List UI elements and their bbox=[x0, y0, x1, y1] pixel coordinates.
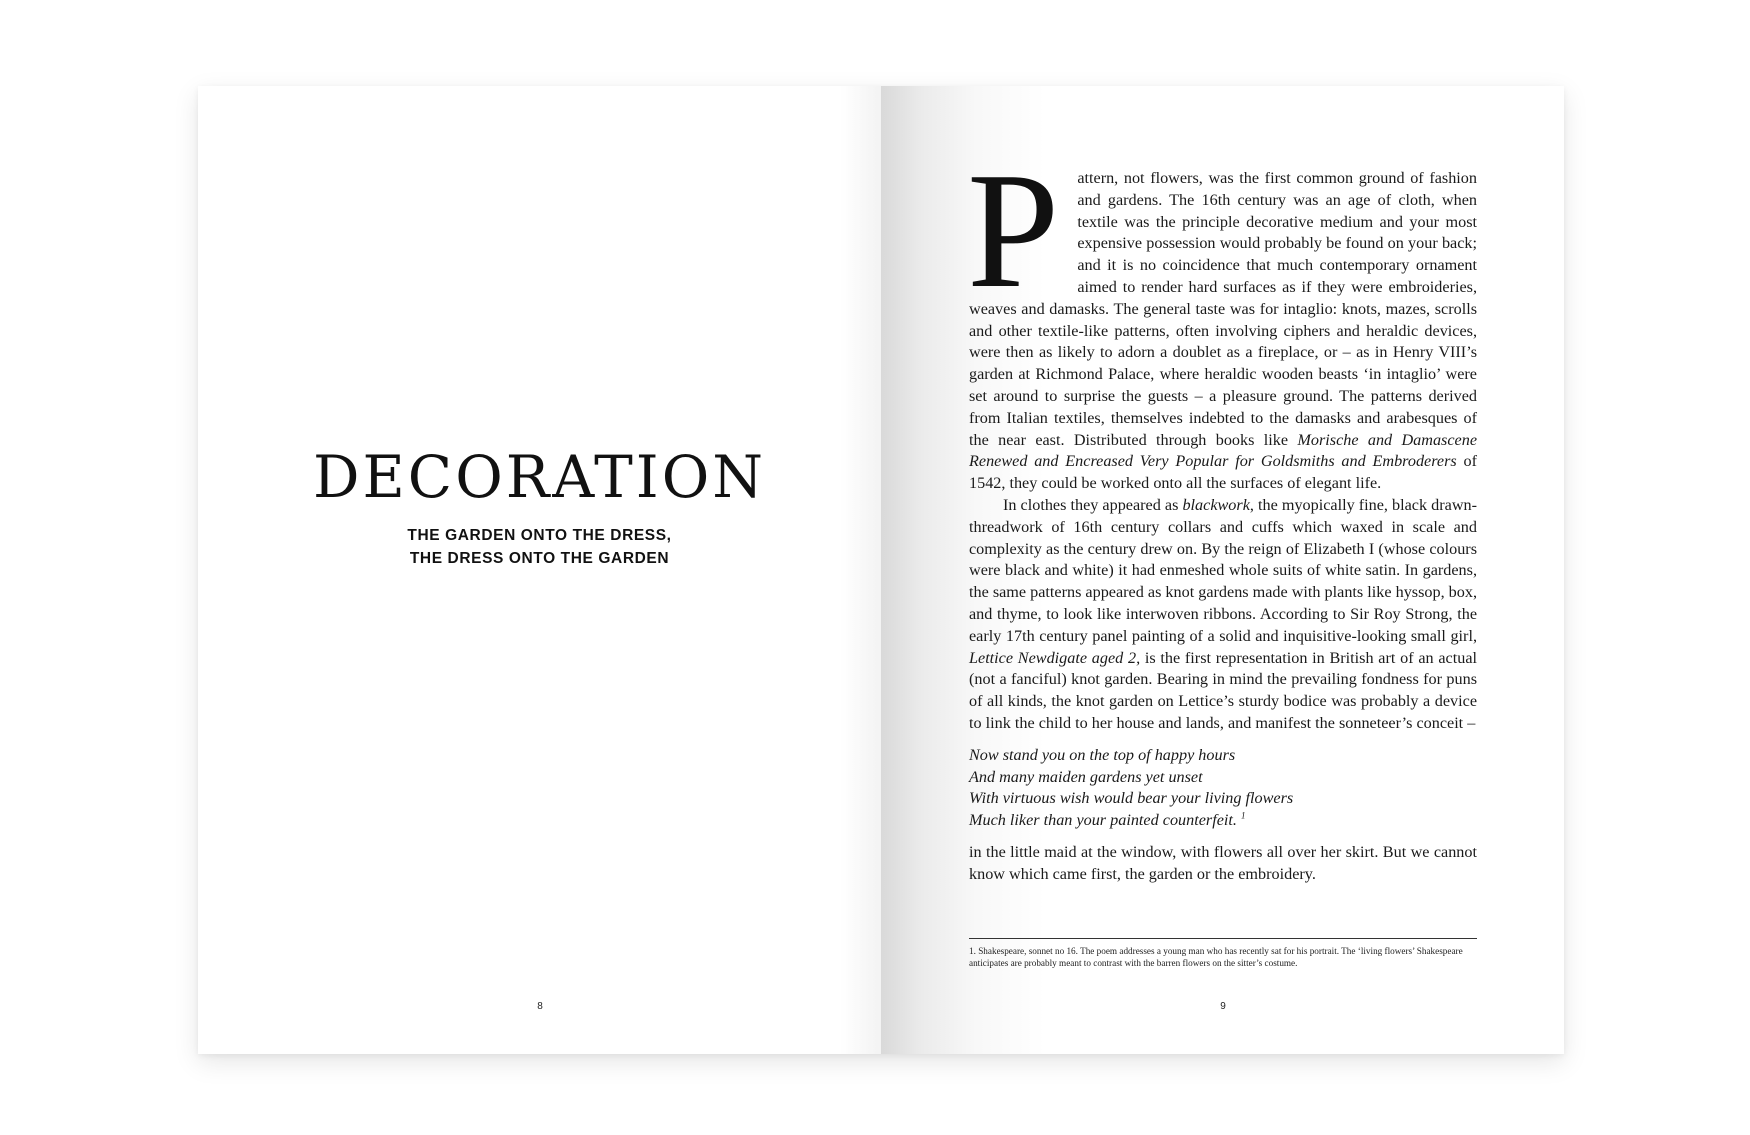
book-spread bbox=[198, 86, 1564, 1054]
body-text bbox=[967, 138, 1478, 886]
book-title: Morische and Damascene Renewed and Encreased Very Popular for Goldsmiths and Embroderers bbox=[969, 430, 1478, 471]
right-page bbox=[881, 86, 1564, 1054]
paragraph-3: in the little maid at the window, with flowers all over her skirt. But we cannot know which came first, the garden or the embroidery. bbox=[969, 842, 1477, 883]
paragraph-1-end: of 1542, they could be worked onto all the surfaces of elegant life. bbox=[969, 452, 1478, 493]
subtitle-line-2: THE DRESS ONTO THE GARDEN bbox=[409, 550, 670, 567]
left-page bbox=[198, 86, 881, 1054]
paragraph-2-middle: , the myopically fine, black drawn-threadwork of 16th century collars and cuffs which waxed in scale and complexity as the century drew on. By the reign of Elizabeth I (whose colours were black and white) it had enmeshed whole suits of white satin. In gardens, the same patterns appeared as knot gardens made with plants like hyssop, box, and thyme, to look like interwoven ribbons. According to Sir Roy Strong, the early 17th century panel painting of a solid and inquisitive-looking small girl, bbox=[969, 495, 1477, 645]
chapter-title: DECORATION bbox=[312, 443, 767, 511]
blackwork-term: blackwork bbox=[1182, 495, 1250, 514]
verse-line: And many maiden gardens yet unset bbox=[969, 767, 1203, 786]
page-number-left: 8 bbox=[537, 1001, 543, 1012]
paragraph-1 bbox=[967, 138, 1478, 495]
paragraph-2 bbox=[969, 495, 1477, 735]
painting-title: Lettice Newdigate aged 2, bbox=[969, 648, 1141, 667]
verse-line: Much liker than your painted counterfeit. bbox=[969, 811, 1237, 830]
drop-cap: P bbox=[967, 138, 1060, 322]
verse-line: Now stand you on the top of happy hours bbox=[969, 745, 1236, 764]
verse-line-last bbox=[969, 810, 1477, 832]
paragraph-1-start: attern, not flowers, was the first common ground of fashion and gardens. The 16th century was an age of cloth, when textile was the principle decorative medium and your most expensive possession would probably be found on your back; and it is no coincidence that much contemporary ornament aimed to render hard surfaces as if they were embroideries, weaves and damasks. The general taste was for intaglio: knots, mazes, scrolls and other textile-like patterns, often involving ciphers and heraldic devices, were then as likely to adorn a doublet as a fireplace, or – as in Henry VIII’s garden at Richmond Palace, where heraldic wooden beasts ‘in intaglio’ were set around to surprise the guests – a pleasure ground. The patterns derived from Italian textiles, themselves indebted to the damasks and arabesques of the near east. Distributed through books like bbox=[969, 169, 1477, 449]
paragraph-2-start: In clothes they appeared as bbox=[1003, 495, 1183, 514]
page-number-right: 9 bbox=[1220, 1001, 1226, 1012]
chapter-subtitle bbox=[198, 524, 881, 570]
sonnet-quote bbox=[969, 745, 1477, 832]
footnote-marker: 1 bbox=[1240, 810, 1246, 821]
footnote: 1. Shakespeare, sonnet no 16. The poem addresses a young man who has recently sat for his portrait. The ‘living flowers’ Shakespeare anticipates are probably meant to contrast with the barren flowers on the sitter’s costume. bbox=[969, 938, 1477, 969]
paragraph-2-end: is the first representation in British art of an actual (not a fanciful) knot garden. Bearing in mind the prevailing fondness for puns of all kinds, the knot garden on Lettice’s sturdy bodice was probably a device to link the child to her house and lands, and manifest the sonneteer’s conceit – bbox=[969, 648, 1477, 732]
verse-line: With virtuous wish would bear your living flowers bbox=[969, 789, 1294, 808]
subtitle-line-1: THE GARDEN ONTO THE DRESS, bbox=[407, 527, 672, 544]
